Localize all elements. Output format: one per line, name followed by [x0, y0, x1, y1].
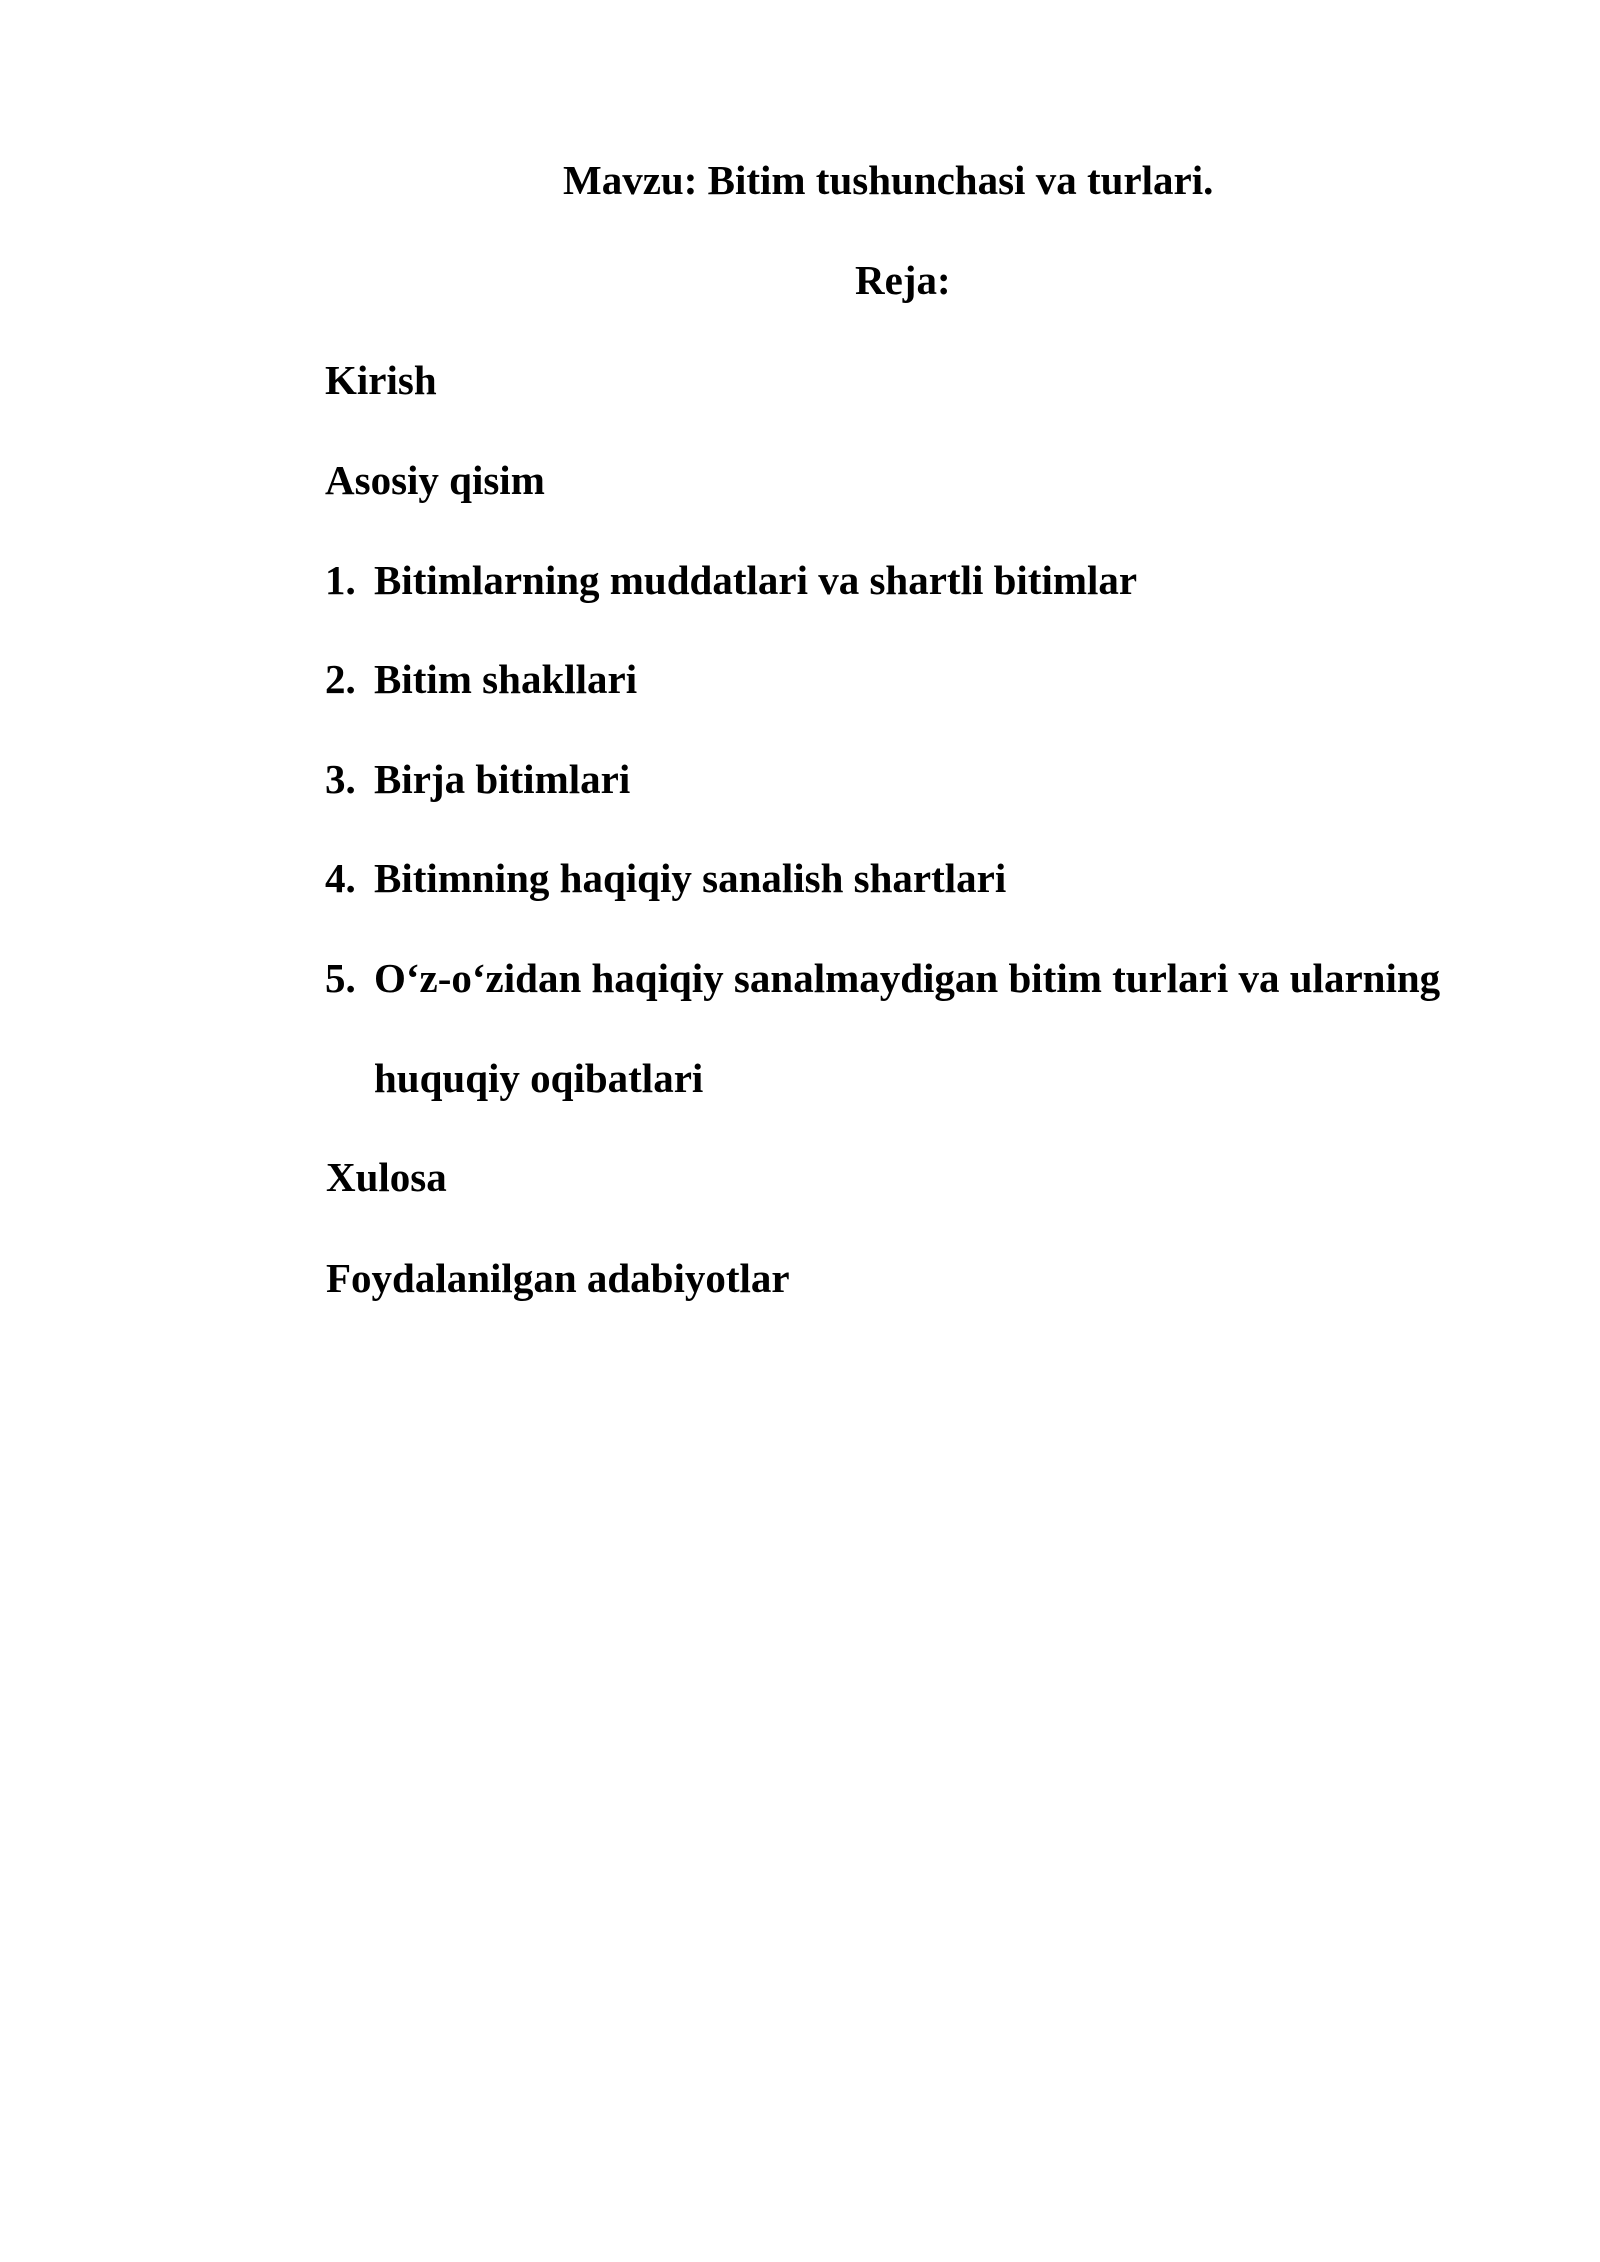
plan-item-number: 4. — [325, 855, 356, 901]
plan-item-text: Bitimning haqiqiy sanalish shartlari — [374, 855, 1007, 901]
document-title: Mavzu: Bitim tushunchasi va turlari. — [563, 157, 1214, 203]
section-main-part: Asosiy qisim — [325, 457, 545, 503]
section-references: Foydalanilgan adabiyotlar — [326, 1255, 790, 1301]
plan-item-text: Birja bitimlari — [374, 756, 631, 802]
plan-item-number: 1. — [325, 557, 356, 603]
plan-item-text: O‘z-o‘zidan haqiqiy sanalmaydigan bitim turlari va ularning — [374, 955, 1441, 1001]
plan-item-text-continuation: huquqiy oqibatlari — [374, 1055, 704, 1101]
section-intro: Kirish — [325, 357, 437, 403]
plan-item-number: 5. — [325, 955, 356, 1001]
plan-item-number: 2. — [325, 656, 356, 702]
section-conclusion: Xulosa — [326, 1154, 447, 1200]
plan-item-text: Bitim shakllari — [374, 656, 638, 702]
plan-item-number: 3. — [325, 756, 356, 802]
plan-heading: Reja: — [855, 257, 951, 303]
plan-item-text: Bitimlarning muddatlari va shartli bitimlar — [374, 557, 1138, 603]
